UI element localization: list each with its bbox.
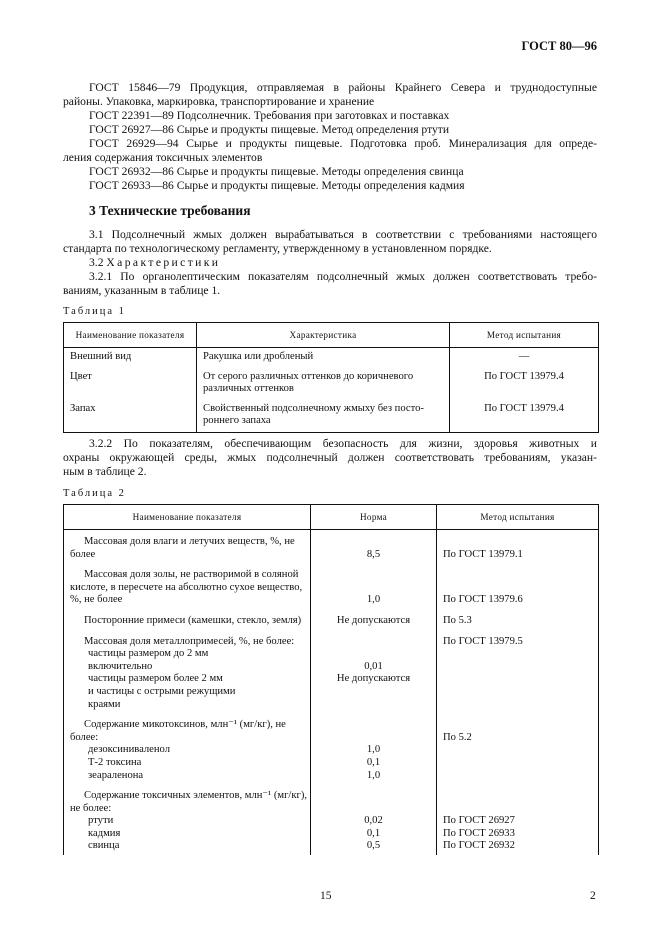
table-cell bbox=[437, 630, 599, 714]
cell-line bbox=[443, 536, 592, 549]
table-cell bbox=[311, 630, 437, 714]
cell-line: Цвет bbox=[70, 370, 92, 382]
cell-line: Массовая доля золы, не растворимой в соляной bbox=[84, 569, 299, 581]
document-code: ГОСТ 80—96 bbox=[521, 39, 597, 53]
table-cell bbox=[450, 368, 599, 400]
table-cell bbox=[197, 368, 450, 400]
cell-line: Содержание токсичных элементов, млн⁻¹ (мг/кг), bbox=[84, 790, 308, 802]
cell-line: 1,0 bbox=[366, 769, 381, 781]
column-header: Метод испытания bbox=[437, 505, 599, 530]
table-cell bbox=[450, 400, 599, 433]
cell-line: %, не более bbox=[70, 594, 123, 606]
table-header-row bbox=[64, 323, 599, 348]
cell-line: включительно bbox=[88, 660, 153, 672]
cell-line bbox=[443, 790, 592, 803]
cell-line bbox=[317, 803, 430, 816]
table-cell bbox=[311, 563, 437, 609]
cell-line: По ГОСТ 13979.6 bbox=[443, 594, 523, 606]
reference-item: ГОСТ 26933—86 Сырье и продукты пищевые. Методы определения кадмия bbox=[89, 179, 465, 192]
reference-item: ГОСТ 26929—94 Сырье и продукты пищевые. Подготовка проб. Минерализация для опреде- bbox=[89, 137, 597, 150]
table-2 bbox=[63, 504, 599, 855]
column-header: Наименование показателя bbox=[64, 323, 197, 348]
reference-item-cont: районы. Упаковка, маркировка, транспортирование и хранение bbox=[63, 95, 375, 108]
table1-label: Таблица 1 bbox=[63, 306, 126, 317]
table-cell bbox=[64, 348, 197, 368]
reference-item-cont: ления содержания токсичных элементов bbox=[63, 151, 263, 164]
cell-line: По 5.2 bbox=[443, 731, 472, 743]
table-cell bbox=[311, 530, 437, 564]
cell-line: 0,1 bbox=[366, 756, 381, 768]
table-cell bbox=[197, 400, 450, 433]
table-row bbox=[64, 609, 599, 630]
paragraph-3-2-2: 3.2.2 По показателям, обеспечивающим безопасность для жизни, здоровья животных и bbox=[89, 437, 597, 450]
cell-line: 1,0 bbox=[366, 594, 381, 606]
table-cell bbox=[437, 530, 599, 564]
cell-line: кадмия bbox=[88, 827, 121, 839]
cell-line bbox=[443, 803, 592, 816]
cell-line bbox=[317, 536, 430, 549]
column-header: Норма bbox=[311, 505, 437, 530]
cell-line: Не допускаются bbox=[336, 673, 411, 685]
cell-line bbox=[317, 569, 430, 582]
cell-line: 8,5 bbox=[366, 548, 381, 560]
cell-line: Внешний вид bbox=[70, 351, 132, 362]
cell-line: 0,02 bbox=[364, 815, 383, 827]
cell-line: Не допускаются bbox=[336, 614, 411, 626]
cell-line: и частицы с острыми режущими bbox=[88, 685, 236, 697]
cell-line: кислоте, в пересчете на абсолютно сухое вещество, bbox=[70, 581, 303, 593]
cell-line: По ГОСТ 13979.1 bbox=[443, 548, 523, 560]
table-cell bbox=[311, 713, 437, 784]
cell-line: ртути bbox=[88, 815, 114, 827]
cell-line: По ГОСТ 26933 bbox=[443, 827, 515, 839]
cell-line: По 5.3 bbox=[443, 614, 472, 626]
cell-line: По ГОСТ 13979.5 bbox=[443, 635, 523, 647]
cell-line bbox=[443, 569, 592, 582]
paragraph-3-2-title: Характеристики bbox=[106, 256, 221, 269]
cell-line: По ГОСТ 13979.4 bbox=[484, 370, 564, 382]
table-cell bbox=[437, 609, 599, 630]
cell-line: Запах bbox=[70, 402, 96, 414]
cell-line bbox=[317, 732, 430, 745]
cell-line: От серого различных оттенков до коричневого bbox=[203, 370, 414, 382]
table-row bbox=[64, 630, 599, 714]
table-cell bbox=[64, 609, 311, 630]
column-header: Характеристика bbox=[197, 323, 450, 348]
paragraph-3-2-1: 3.2.1 По органолептическим показателям подсолнечный жмых должен соответствовать требо- bbox=[89, 270, 597, 283]
cell-line bbox=[317, 648, 430, 661]
cell-line: По ГОСТ 26927 bbox=[443, 815, 515, 827]
cell-line: свинца bbox=[88, 840, 120, 852]
cell-line: По ГОСТ 26932 bbox=[443, 840, 515, 852]
cell-line bbox=[317, 719, 430, 732]
cell-line: дезоксиниваленол bbox=[88, 744, 170, 756]
table-cell bbox=[437, 713, 599, 784]
cell-line: По ГОСТ 13979.4 bbox=[484, 402, 564, 414]
table-cell bbox=[437, 563, 599, 609]
table-cell bbox=[437, 784, 599, 855]
table-cell bbox=[64, 400, 197, 433]
cell-line: различных оттенков bbox=[203, 383, 294, 395]
cell-line: Посторонние примеси (камешки, стекло, земля) bbox=[84, 614, 302, 626]
table-row bbox=[64, 400, 599, 433]
cell-line: 0,5 bbox=[366, 840, 381, 852]
cell-line bbox=[443, 582, 592, 595]
cell-line: более: bbox=[70, 731, 99, 743]
cell-line: Содержание микотоксинов, млн⁻¹ (мг/кг), не bbox=[84, 719, 286, 731]
reference-item: ГОСТ 22391—89 Подсолнечник. Требования при заготовках и поставках bbox=[89, 109, 450, 122]
cell-line bbox=[443, 719, 592, 732]
table-row bbox=[64, 530, 599, 564]
cell-line: роннего запаха bbox=[203, 415, 271, 427]
paragraph-3-1-cont: стандарта по технологическому регламенту, утвержденному в установленном порядке. bbox=[63, 242, 492, 255]
cell-line: краями bbox=[88, 698, 121, 710]
cell-line: Массовая доля металлопримесей, %, не более: bbox=[84, 635, 295, 647]
table-row bbox=[64, 713, 599, 784]
paragraph-3-2 bbox=[63, 256, 597, 270]
paragraph-3-2-2-cont: ным в таблице 2. bbox=[63, 465, 147, 478]
table-row bbox=[64, 348, 599, 368]
cell-line: частицы размером до 2 мм bbox=[88, 648, 209, 660]
table-cell bbox=[64, 784, 311, 855]
cell-line bbox=[317, 582, 430, 595]
table-header-row bbox=[64, 505, 599, 530]
table-cell bbox=[64, 368, 197, 400]
cell-line: 0,01 bbox=[364, 660, 383, 672]
reference-item: ГОСТ 26927—86 Сырье и продукты пищевые. Метод определения ртути bbox=[89, 123, 450, 136]
table-cell bbox=[450, 348, 599, 368]
cell-line: Свойственный подсолнечному жмыху без посто- bbox=[203, 402, 424, 414]
table-cell bbox=[311, 784, 437, 855]
reference-item: ГОСТ 15846—79 Продукция, отправляемая в районы Крайнего Севера и труднодоступные bbox=[89, 81, 597, 94]
table2-label: Таблица 2 bbox=[63, 488, 126, 499]
table-cell bbox=[64, 630, 311, 714]
reference-item: ГОСТ 26932—86 Сырье и продукты пищевые. Методы определения свинца bbox=[89, 165, 464, 178]
cell-line: зеараленона bbox=[88, 769, 144, 781]
page-number: 15 bbox=[320, 890, 332, 902]
table-row bbox=[64, 368, 599, 400]
paragraph-3-1: 3.1 Подсолнечный жмых должен вырабатываться в соответствии с требованиями настоящего bbox=[89, 228, 597, 241]
cell-line: Ракушка или дробленый bbox=[203, 351, 314, 362]
cell-line: 0,1 bbox=[366, 827, 381, 839]
column-header: Метод испытания bbox=[450, 323, 599, 348]
paragraph-3-2-number: 3.2 bbox=[89, 256, 104, 269]
cell-line: 1,0 bbox=[366, 744, 381, 756]
table-1 bbox=[63, 322, 599, 433]
table-cell bbox=[64, 563, 311, 609]
column-header: Наименование показателя bbox=[64, 505, 311, 530]
cell-line: Массовая доля влаги и летучих веществ, %, не bbox=[84, 536, 295, 547]
table-row bbox=[64, 563, 599, 609]
sheet-number: 2 bbox=[590, 890, 596, 902]
table-cell bbox=[197, 348, 450, 368]
cell-line: Т-2 токсина bbox=[88, 756, 142, 768]
paragraph-3-2-1-cont: ваниям, указанным в таблице 1. bbox=[63, 284, 221, 297]
table-cell bbox=[311, 609, 437, 630]
cell-line: более bbox=[70, 548, 96, 560]
paragraph-3-2-2-cont: охраны окружающей среды, жмых подсолнечный должен соответствовать требованиям, указан- bbox=[63, 451, 597, 464]
table-cell bbox=[64, 530, 311, 564]
cell-line bbox=[317, 636, 430, 649]
section-heading: 3 Технические требования bbox=[89, 203, 251, 218]
cell-line: частицы размером более 2 мм bbox=[88, 673, 223, 685]
cell-line: не более: bbox=[70, 802, 112, 814]
cell-line bbox=[317, 790, 430, 803]
cell-line: — bbox=[518, 351, 530, 362]
table-cell bbox=[64, 713, 311, 784]
table-row bbox=[64, 784, 599, 855]
